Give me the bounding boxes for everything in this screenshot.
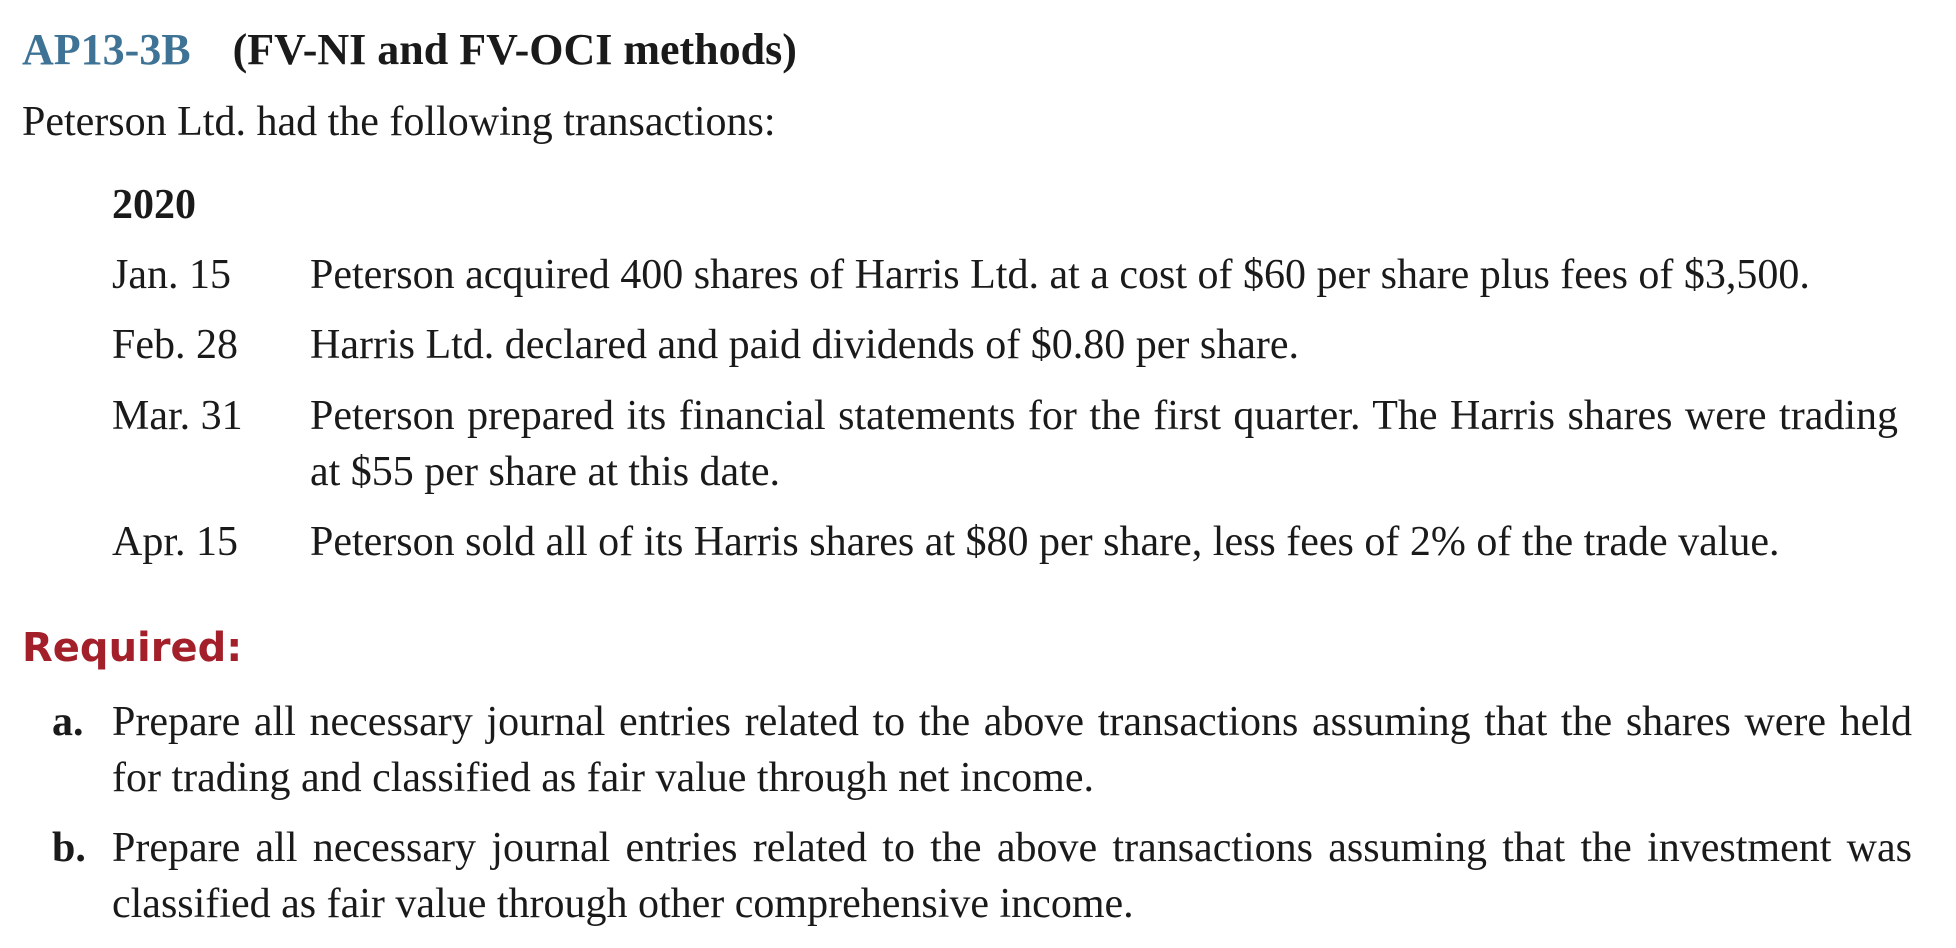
transaction-date: Apr. 15 <box>112 519 238 565</box>
transaction-date: Feb. 28 <box>112 322 238 368</box>
required-heading: Required: <box>22 625 243 671</box>
transaction-description: Peterson prepared its financial statements for the first quarter. The Harris shares were trading at $55 per share at this date. <box>310 393 1898 495</box>
problem-header <box>22 22 797 78</box>
problem-id: AP13-3B <box>22 25 191 74</box>
transaction-description: Peterson acquired 400 shares of Harris Ltd. at a cost of $60 per share plus fees of $3,500. <box>310 252 1810 298</box>
required-item-letter: a. <box>52 699 84 745</box>
required-item-text: Prepare all necessary journal entries related to the above transactions assuming that the shares were held for trading and classified as fair value through net income. <box>112 699 1912 801</box>
transaction-date: Mar. 31 <box>112 393 243 439</box>
required-item-letter: b. <box>52 825 86 871</box>
problem-topic: (FV-NI and FV-OCI methods) <box>232 25 797 74</box>
transaction-description: Harris Ltd. declared and paid dividends of $0.80 per share. <box>310 322 1300 368</box>
required-item-text: Prepare all necessary journal entries related to the above transactions assuming that the investment was classified as fair value through other comprehensive income. <box>112 825 1912 927</box>
transaction-description: Peterson sold all of its Harris shares at $80 per share, less fees of 2% of the trade value. <box>310 519 1780 565</box>
transactions-year: 2020 <box>112 182 196 228</box>
problem-intro: Peterson Ltd. had the following transactions: <box>22 99 776 145</box>
transaction-date: Jan. 15 <box>112 252 231 298</box>
